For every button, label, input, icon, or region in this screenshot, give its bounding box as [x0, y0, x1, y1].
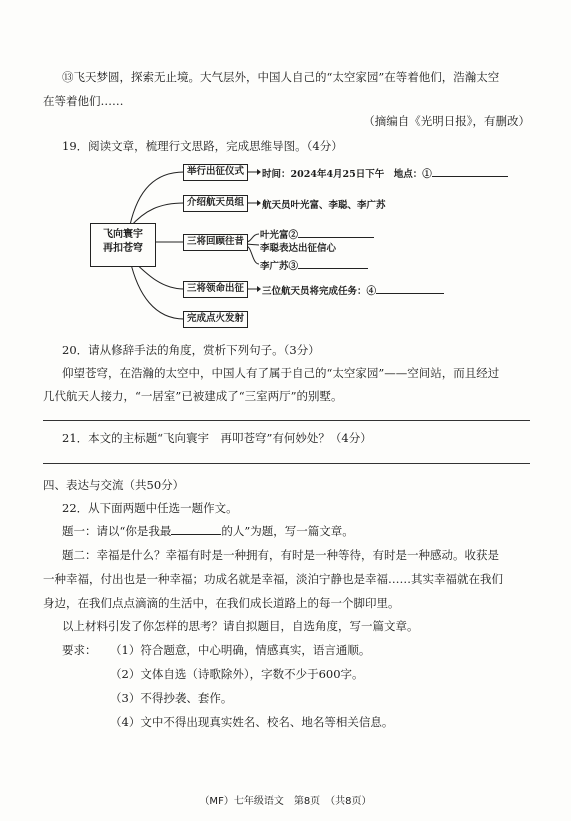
sub-ye-text: 叶光富② [260, 230, 299, 241]
blank-answer-2[interactable] [298, 237, 374, 238]
mindmap-sub-ye [260, 227, 374, 241]
blank-answer-3[interactable] [298, 268, 368, 269]
mindmap-center-title [90, 223, 156, 267]
question-20: 20．请从修辞手法的角度，赏析下列句子。（3分） [62, 343, 320, 357]
blank-answer-4[interactable] [376, 293, 444, 294]
blank-answer-1[interactable] [432, 176, 508, 177]
topic1-blank [171, 534, 221, 535]
answer-line-q21[interactable] [43, 463, 530, 464]
mindmap-crew-detail: 航天员叶光富、李聪、李广苏 [262, 200, 386, 211]
answer-line-q20[interactable] [43, 420, 530, 421]
mindmap-orders-detail [262, 283, 444, 297]
question-20-quote-line1: 仰望苍穹，在浩瀚的太空中，中国人有了属于自己的“太空家园”——空间站，而且经过 [62, 366, 500, 380]
question-19: 19．阅读文章，梳理行文思路，完成思维导图。（4分） [62, 139, 343, 153]
orders-detail-text: 三位航天员将完成任务：④ [262, 286, 377, 297]
essay-topic-1 [62, 523, 354, 539]
mindmap-ceremony-detail [262, 166, 508, 180]
mindmap-node-ceremony: 举行出征仪式 [183, 164, 248, 181]
question-22: 22．从下面两题中任选一题作文。 [62, 501, 238, 515]
page-footer: （MF）七年级语文 第8页 （共8页） [199, 796, 372, 807]
essay-topic-2-line3: 身边，在我们点点滴滴的生活中，在我们成长道路上的每一个脚印里。 [43, 596, 400, 610]
sub-liguangsu-text: 李广苏③ [260, 261, 299, 272]
essay-topic-2-line1: 题二：幸福是什么？幸福有时是一种拥有，有时是一种等待，有时是一种感动。收获是 [62, 548, 499, 562]
essay-topic-2-line2: 一种幸福，付出也是一种幸福；功成名就是幸福，淡泊宁静也是幸福……其实幸福就在我们 [43, 572, 503, 586]
topic1-suffix: 的人”为题，写一篇文章。 [221, 524, 354, 538]
mindmap-node-introduce-crew: 介绍航天员组 [183, 195, 248, 212]
requirement-1: （1）符合题意，中心明确，情感真实，语言通顺。 [110, 643, 371, 657]
passage-paragraph-13-line1: ⑬飞天梦圆，探索无止境。大气层外，中国人自己的“太空家园”在等着他们，浩瀚太空 [62, 70, 500, 84]
requirement-2: （2）文体自选（诗歌除外），字数不少于600字。 [110, 667, 364, 681]
mindmap-node-take-orders: 三将领命出征 [183, 281, 248, 298]
mindmap-center-line2: 再扣苍穹 [103, 243, 143, 254]
question-21: 21．本文的主标题“飞向寰宇 再叩苍穹”有何妙处？（4分） [62, 431, 372, 445]
requirements-label: 要求： [62, 643, 97, 657]
passage-paragraph-13-line2: 在等着他们…… [43, 94, 124, 108]
section-4-title: 四、表达与交流（共50分） [43, 478, 185, 492]
ceremony-detail-text: 时间：2024年4月25日下午 地点：① [262, 169, 432, 180]
essay-prompt: 以上材料引发了你怎样的思考？请自拟题目，自选角度，写一篇文章。 [62, 619, 419, 633]
topic1-prefix: 题一：请以“你是我最 [62, 524, 172, 538]
mindmap-sub-liguangsu [260, 258, 368, 272]
mindmap-node-recall-past: 三将回顾往昔 [183, 234, 248, 251]
requirement-4: （4）文中不得出现真实姓名、校名、地名等相关信息。 [110, 715, 394, 729]
passage-source: （摘编自《光明日报》，有删改） [363, 114, 530, 128]
question-20-quote-line2: 几代航天人接力，“一居室”已被建成了“三室两厅”的别墅。 [43, 389, 343, 403]
mindmap-center-line1: 飞向寰宇 [103, 229, 143, 240]
mindmap-sub-licong: 李聪表达出征信心 [260, 243, 337, 254]
mindmap-node-ignition: 完成点火发射 [183, 311, 248, 328]
requirement-3: （3）不得抄袭、套作。 [110, 691, 233, 705]
